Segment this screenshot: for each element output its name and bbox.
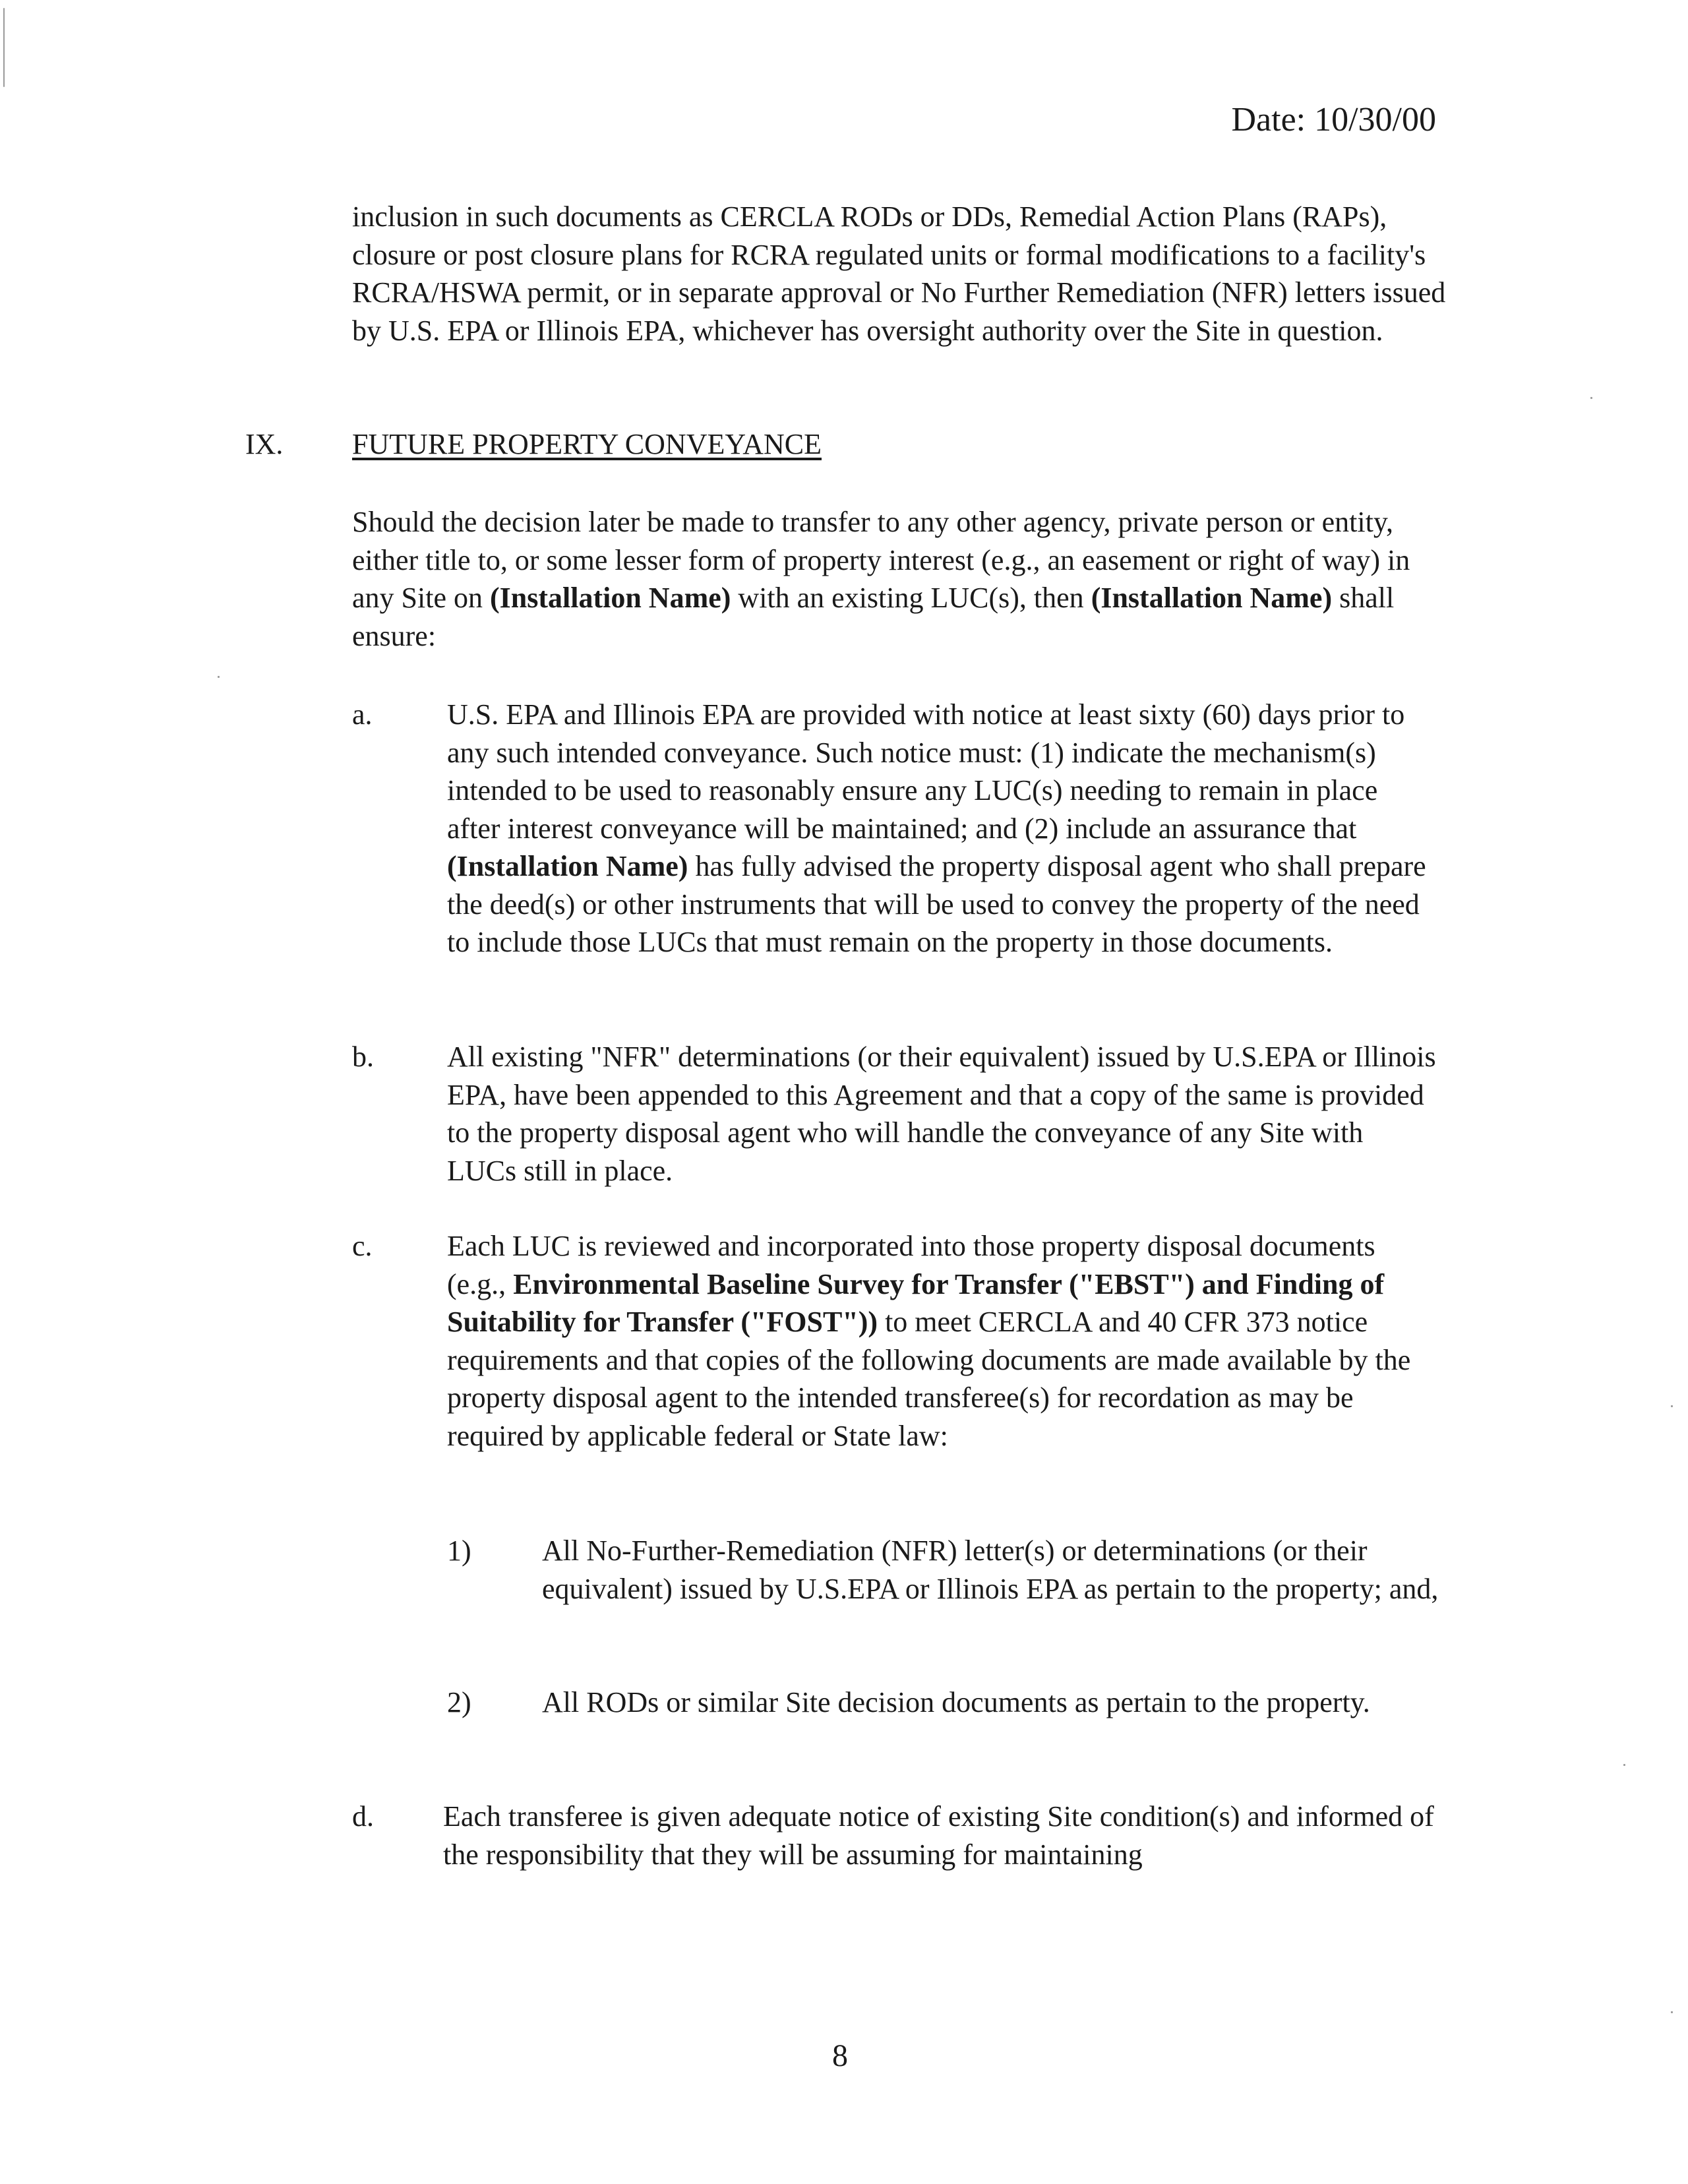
- item-a-text-1: U.S. EPA and Illinois EPA are provided with notice at least sixty (60) days prior to any such intended conveyance. Such notice must: (1) indicate the mechanism(s) intended to be used to reasonably ensure any LUC(s) needing to remain in place after interest conveyance will be maintained; and (2) include an assurance that: [447, 698, 1405, 845]
- section-intro-text-2: with an existing LUC(s), then: [731, 582, 1091, 614]
- scan-edge-mark: [3, 8, 5, 87]
- section-intro-text-3: shall ensure:: [352, 582, 1395, 652]
- item-c-label: c.: [352, 1230, 373, 1262]
- item-a-text: [447, 696, 1436, 961]
- scan-speck: [1623, 1764, 1625, 1766]
- page-number: 8: [832, 2038, 848, 2073]
- item-c-text-2: to meet CERCLA and 40 CFR 373 notice requirements and that copies of the following documents are made available by the property disposal agent to the intended transferee(s) for recordation as may be required by applicable federal or State law:: [447, 1306, 1411, 1452]
- date-header: Date: 10/30/00: [1231, 101, 1436, 138]
- subitem-2-label: 2): [447, 1686, 471, 1718]
- intro-paragraph: inclusion in such documents as CERCLA RODs or DDs, Remedial Action Plans (RAPs), closure or post closure plans for RCRA regulated units or formal modifications to a facility's RCRA/HSWA permit, or in separate approval or No Further Remediation (NFR) letters issued by U.S. EPA or Illinois EPA, whichever has oversight authority over the Site in question.: [352, 200, 1446, 347]
- document-names-bold: Environmental Baseline Survey for Transfer ("EBST") and Finding of Suitability for Transfer ("FOST")): [447, 1267, 1385, 1338]
- item-d-text: Each transferee is given adequate notice of existing Site condition(s) and informed of the responsibility that they will be assuming for maintaining: [443, 1800, 1434, 1871]
- item-d-label: d.: [352, 1800, 374, 1833]
- item-c-text-1: Each LUC is reviewed and incorporated into those property disposal documents (e.g.,: [447, 1230, 1375, 1300]
- section-intro-paragraph: [352, 503, 1447, 655]
- subitem-2-text: All RODs or similar Site decision documents as pertain to the property.: [542, 1686, 1370, 1718]
- section-number: IX.: [245, 428, 284, 460]
- scan-speck: [218, 676, 220, 678]
- section-title: FUTURE PROPERTY CONVEYANCE: [352, 428, 822, 460]
- item-b-label: b.: [352, 1041, 374, 1073]
- installation-name-placeholder: (Installation Name): [447, 850, 688, 882]
- subitem-1-text: All No-Further-Remediation (NFR) letter(s) or determinations (or their equivalent) issued by U.S.EPA or Illinois EPA as pertain to the property; and,: [542, 1534, 1439, 1605]
- scan-speck: [1671, 2011, 1673, 2013]
- item-a-text-2: has fully advised the property disposal agent who shall prepare the deed(s) or other instruments that will be used to convey the property of the need to include those LUCs that must remain on the property in those documents.: [447, 850, 1426, 958]
- scan-speck: [1590, 397, 1592, 399]
- item-a-label: a.: [352, 698, 373, 731]
- item-b-text: All existing "NFR" determinations (or their equivalent) issued by U.S.EPA or Illinois EPA, have been appended to this Agreement and that a copy of the same is provided to the property disposal agent who will handle the conveyance of any Site with LUCs still in place.: [447, 1041, 1436, 1187]
- section-intro-text-1: Should the decision later be made to transfer to any other agency, private person or entity, either title to, or some lesser form of property interest (e.g., an easement or right of way) in any Site on: [352, 506, 1410, 614]
- installation-name-placeholder: (Installation Name): [489, 582, 731, 614]
- subitem-1-label: 1): [447, 1534, 471, 1567]
- item-c-text: [447, 1227, 1436, 1455]
- installation-name-placeholder: (Installation Name): [1091, 582, 1333, 614]
- scan-speck: [1671, 1405, 1673, 1407]
